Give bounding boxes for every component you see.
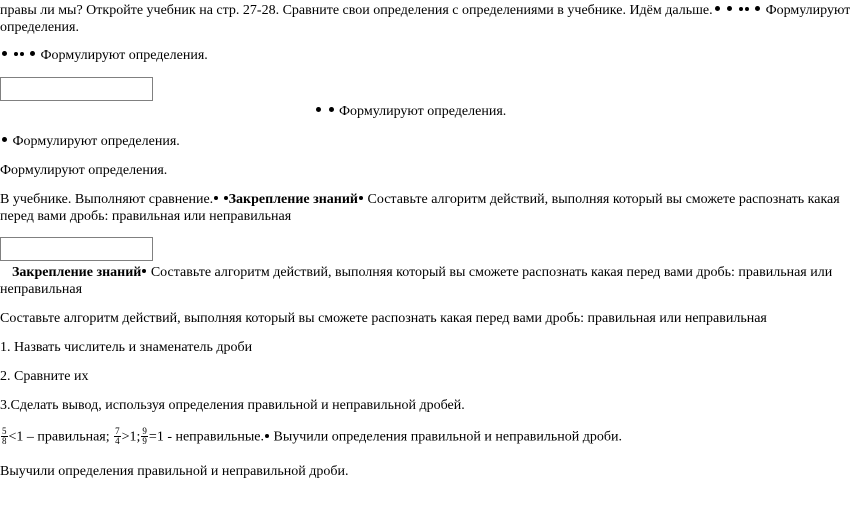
paragraph-define-2: [314, 103, 506, 120]
bullet-icon: [265, 434, 269, 438]
bullet-icon: [214, 196, 218, 200]
fraction-denominator: 4: [115, 436, 120, 446]
bullet-icon: [739, 7, 743, 11]
bullet-icon: [755, 6, 760, 11]
consolidation-line2: неправильная: [0, 282, 83, 297]
fraction-nine-ninths: [141, 427, 148, 446]
intro-tail: Формулируют: [765, 3, 850, 18]
fraction-text-2: >1;: [121, 429, 141, 445]
define-text-2: Формулируют определения.: [339, 104, 507, 119]
bullet-icon: [329, 107, 334, 112]
compare-lead: В учебнике. Выполняют сравнение.: [0, 192, 214, 207]
define-text-1: Формулируют определения.: [40, 48, 208, 63]
bullet-icon: [745, 7, 749, 11]
define-text-3: Формулируют определения.: [12, 134, 180, 149]
consolidation-heading: Закрепление знаний: [12, 265, 142, 280]
bullet-icon: [30, 51, 35, 56]
fraction-numerator: 7: [115, 426, 120, 436]
bullet-icon: [20, 52, 24, 56]
paragraph-compare: [0, 191, 840, 208]
fraction-numerator: 9: [142, 426, 147, 436]
consolidation-heading: Закрепление знаний: [228, 192, 359, 207]
fraction-seven-fourths: [114, 427, 121, 446]
bullet-icon: [14, 52, 18, 56]
intro-line2: определения.: [0, 20, 79, 35]
paragraph-define-4: Формулируют определения.: [0, 163, 168, 178]
fraction-numerator: 5: [2, 426, 7, 436]
paragraph-algorithm: Составьте алгоритм действий, выполняя который вы сможете распознать какая перед вами дробь: правильная или неправильная: [0, 311, 767, 326]
bullet-icon: [2, 137, 7, 142]
bullet-icon: [727, 6, 732, 11]
compare-rest: Составьте алгоритм действий, выполняя который вы сможете распознать какая: [367, 192, 840, 207]
paragraph-final: Выучили определения правильной и неправильной дроби.: [0, 464, 349, 479]
fraction-denominator: 9: [142, 436, 147, 446]
fraction-text-1: <1 – правильная;: [8, 429, 110, 445]
fraction-five-eighths: [1, 427, 8, 446]
paragraph-define-3: [0, 133, 180, 150]
compare-line2: перед вами дробь: правильная или неправильная: [0, 209, 292, 224]
fraction-denominator: 8: [2, 436, 7, 446]
paragraph-consolidation: [12, 264, 832, 281]
fraction-text-4: Выучили определения правильной и неправильной дроби.: [273, 429, 622, 445]
bullet-icon: [359, 196, 363, 200]
paragraph-intro: [0, 2, 850, 19]
empty-text-box[interactable]: [0, 237, 153, 261]
step-1: 1. Назвать числитель и знаменатель дроби: [0, 340, 253, 355]
consolidation-rest: Составьте алгоритм действий, выполняя который вы сможете распознать какая перед вами дробь: правильная или: [150, 265, 833, 280]
bullet-icon: [316, 107, 321, 112]
bullet-icon: [715, 6, 720, 11]
bullet-icon: [142, 269, 146, 273]
intro-text: правы ли мы? Откройте учебник на стр. 27-28. Сравните свои определения с определениями в учебнике. Идём дальше.: [0, 3, 713, 18]
paragraph-define-1: [0, 47, 208, 64]
step-2: 2. Сравните их: [0, 369, 89, 384]
step-3: 3.Сделать вывод, используя определения правильной и неправильной дробей.: [0, 398, 465, 413]
bullet-icon: [224, 196, 228, 200]
paragraph-fractions: [0, 428, 622, 447]
bullet-icon: [2, 51, 7, 56]
fraction-text-3: =1 - неправильные.: [148, 429, 264, 445]
empty-text-box[interactable]: [0, 77, 153, 101]
